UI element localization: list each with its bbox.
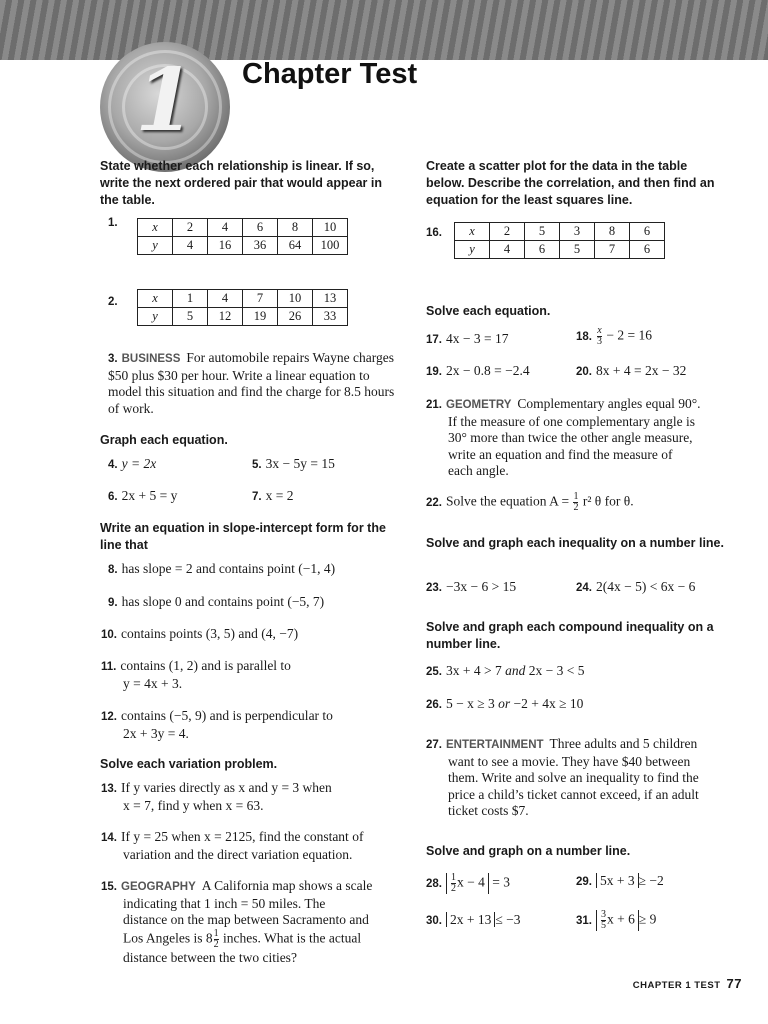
table-cell: 12	[208, 308, 243, 326]
table-row	[138, 237, 348, 255]
problem-26: 26. 5 − x ≥ 3 or −2 + 4x ≥ 10	[426, 696, 584, 711]
table-cell: 6	[630, 223, 665, 241]
problem-13-number: 13.	[101, 783, 117, 795]
problem-24	[576, 579, 695, 597]
fraction: $\frac{3}{5}$	[601, 909, 606, 931]
problem-17	[426, 331, 508, 349]
problem-14-line2: variation and the direct variation equation.	[123, 846, 353, 862]
problem-16-number: 16.	[426, 227, 442, 239]
problem-3-text: For automobile repairs Wayne charges $50 plus $30 per hour. Write a linear equation to model this situation and find the charge for 8.5 hours of work.	[108, 350, 395, 416]
problem-14	[101, 829, 401, 863]
problem-12-number: 12.	[101, 711, 117, 723]
problem-10-text: contains points (3, 5) and (4, −7)	[121, 626, 299, 641]
problem-30: 30. 2x + 13 ≤ −3	[426, 912, 521, 927]
page-footer	[633, 976, 742, 991]
problem-21-tag: GEOMETRY	[446, 399, 512, 411]
problem-15-line5: distance between the two cities?	[123, 949, 297, 965]
problem-27-tag: ENTERTAINMENT	[446, 739, 544, 751]
table-cell: 6	[525, 241, 560, 259]
table-cell: 5	[560, 241, 595, 259]
problem-24-text: 2(4x − 5) < 6x − 6	[596, 579, 696, 594]
table-cell: y	[138, 237, 173, 255]
problem-23	[426, 579, 516, 597]
problem-5-number: 5.	[252, 459, 262, 471]
problem-27-line2: want to see a movie. They have $40 between	[448, 753, 691, 769]
page-title: Chapter Test	[242, 58, 418, 90]
table-cell: 5	[525, 223, 560, 241]
table-cell: 6	[630, 241, 665, 259]
problem-26-number: 26.	[426, 699, 442, 711]
problem-27-line3: them. Write and solve an inequality to find the	[448, 770, 699, 785]
problem-27-line5: ticket costs $7.	[448, 803, 529, 818]
instruction-slope: Write an equation in slope-intercept form for the line that	[100, 521, 386, 552]
problem-10-number: 10.	[101, 629, 117, 641]
problem-7	[252, 488, 293, 506]
table-cell: 2	[173, 219, 208, 237]
problem-13-line2: x = 7, find y when x = 63.	[123, 797, 264, 813]
problem-6-text: 2x + 5 = y	[121, 488, 178, 503]
table-cell: 64	[278, 237, 313, 255]
problem-23-text: −3x − 6 > 15	[446, 579, 517, 594]
problem-3-number: 3.	[108, 353, 118, 365]
table-cell: 10	[313, 219, 348, 237]
instruction-scatter: Create a scatter plot for the data in the table below. Describe the correlation, and then find an equation for the least squares line.	[426, 159, 715, 207]
instruction-linear: State whether each relationship is linear. If so, write the next ordered pair that would appear in the table.	[100, 159, 382, 207]
problem-1-table	[137, 218, 348, 255]
problem-15-line4: Los Angeles is 8 $\frac{1}{2}$ inches. What is the actual	[123, 927, 362, 950]
problem-12	[101, 708, 401, 742]
problem-29: 29. 5x + 3 ≥ −2	[576, 873, 664, 888]
table-cell: 6	[243, 219, 278, 237]
table-cell: 4	[208, 290, 243, 308]
problem-27-line4: price a child’s ticket cannot exceed, if an adult	[448, 786, 699, 802]
problem-14-line1: If y = 25 when x = 2125, find the constant of	[121, 829, 364, 844]
problem-8	[108, 561, 335, 579]
problem-4-number: 4.	[108, 459, 118, 471]
chapter-number: 1	[135, 50, 195, 151]
problem-4	[108, 456, 156, 474]
table-cell: 19	[243, 308, 278, 326]
problem-27-line1: Three adults and 5 children	[549, 736, 698, 751]
table-cell: 26	[278, 308, 313, 326]
problem-28: 28. $\frac{1}{2}$ x − 4 = 3	[426, 872, 510, 894]
problem-1-number: 1.	[108, 217, 118, 229]
instruction-compound: Solve and graph each compound inequality on a number line.	[426, 620, 714, 651]
problem-21	[426, 396, 726, 480]
problem-14-number: 14.	[101, 832, 117, 844]
table-cell: x	[455, 223, 490, 241]
problem-11-line2: y = 4x + 3.	[123, 675, 183, 691]
problem-17-number: 17.	[426, 334, 442, 346]
table-cell: 4	[208, 219, 243, 237]
problem-13	[101, 780, 401, 814]
problem-3	[108, 350, 398, 417]
absolute-value: 2x + 13	[446, 912, 495, 927]
problem-15-number: 15.	[101, 881, 117, 893]
problem-20	[576, 363, 686, 381]
page-number: 77	[726, 976, 742, 991]
problem-20-number: 20.	[576, 366, 592, 378]
problem-6	[108, 488, 177, 506]
table-cell: 3	[560, 223, 595, 241]
table-cell: y	[455, 241, 490, 259]
problem-10	[101, 626, 298, 644]
problem-19-number: 19.	[426, 366, 442, 378]
problem-25-number: 25.	[426, 666, 442, 678]
problem-23-number: 23.	[426, 582, 442, 594]
problem-11	[101, 658, 401, 692]
problem-18	[576, 326, 652, 347]
fraction: $\frac{x}{3}$	[597, 325, 602, 347]
problem-5	[252, 456, 335, 474]
problem-15-line2: indicating that 1 inch = 50 miles. The	[123, 895, 326, 911]
table-cell: x	[138, 219, 173, 237]
table-row	[138, 219, 348, 237]
problem-18-text: − 2 = 16	[603, 327, 652, 343]
chapter-badge	[100, 42, 230, 172]
table-cell: 16	[208, 237, 243, 255]
problem-5-text: 3x − 5y = 15	[265, 456, 335, 471]
problem-21-line1: Complementary angles equal 90°.	[517, 396, 701, 411]
problem-11-line1: contains (1, 2) and is parallel to	[120, 658, 291, 673]
problem-17-text: 4x − 3 = 17	[446, 331, 509, 346]
problem-13-line1: If y varies directly as x and y = 3 when	[121, 780, 332, 795]
problem-9-number: 9.	[108, 597, 118, 609]
problem-20-text: 8x + 4 = 2x − 32	[596, 363, 687, 378]
problem-12-line2: 2x + 3y = 4.	[123, 725, 189, 741]
problem-21-number: 21.	[426, 399, 442, 411]
problem-7-text: x = 2	[265, 488, 294, 503]
problem-22: 22. Solve the equation A = $\frac{1}{2}$ r² θ for θ.	[426, 491, 634, 513]
table-row	[455, 241, 665, 259]
absolute-value: $\frac{3}{5}$ x + 6	[596, 910, 639, 931]
problem-2-table	[137, 289, 348, 326]
absolute-value: $\frac{1}{2}$ x − 4	[446, 873, 489, 894]
problem-15	[101, 878, 401, 966]
table-cell: x	[138, 290, 173, 308]
instruction-graph: Graph each equation.	[100, 433, 228, 447]
table-cell: 8	[595, 223, 630, 241]
table-cell: 10	[278, 290, 313, 308]
problem-27	[426, 736, 726, 820]
fraction: $\frac{1}{2}$	[573, 491, 579, 513]
problem-24-number: 24.	[576, 582, 592, 594]
table-row	[138, 308, 348, 326]
absolute-value: 5x + 3	[596, 873, 639, 888]
problem-4-text: y = 2x	[121, 456, 157, 471]
table-cell: 4	[173, 237, 208, 255]
problem-18-number: 18.	[576, 330, 592, 343]
table-cell: 8	[278, 219, 313, 237]
problem-19	[426, 363, 530, 381]
problem-31-number: 31.	[576, 914, 592, 927]
problem-6-number: 6.	[108, 491, 118, 503]
fraction: $\frac{1}{2}$	[213, 927, 219, 950]
table-cell: y	[138, 308, 173, 326]
table-cell: 7	[243, 290, 278, 308]
table-cell: 100	[313, 237, 348, 255]
problem-21-line4: write an equation and find the measure of	[448, 446, 673, 462]
table-cell: 7	[595, 241, 630, 259]
instruction-variation: Solve each variation problem.	[100, 757, 278, 771]
problem-22-number: 22.	[426, 496, 442, 509]
problem-15-line3: distance on the map between Sacramento and	[123, 912, 369, 927]
instruction-absolute: Solve and graph on a number line.	[426, 844, 631, 858]
problem-8-text: has slope = 2 and contains point (−1, 4)	[121, 561, 336, 576]
problem-30-number: 30.	[426, 915, 442, 927]
table-row	[455, 223, 665, 241]
problem-11-number: 11.	[101, 661, 117, 673]
instruction-solve: Solve each equation.	[426, 304, 551, 318]
problem-9-text: has slope 0 and contains point (−5, 7)	[121, 594, 325, 609]
table-cell: 13	[313, 290, 348, 308]
problem-16-table	[454, 222, 665, 259]
table-cell: 2	[490, 223, 525, 241]
instruction-inequality: Solve and graph each inequality on a number line.	[426, 536, 724, 550]
problem-9	[108, 594, 324, 612]
problem-27-number: 27.	[426, 739, 442, 751]
problem-2-number: 2.	[108, 296, 118, 308]
problem-21-line2: If the measure of one complementary angle is	[448, 413, 696, 429]
table-cell: 36	[243, 237, 278, 255]
problem-12-line1: contains (−5, 9) and is perpendicular to	[121, 708, 333, 723]
problem-3-tag: BUSINESS	[121, 353, 181, 365]
problem-15-tag: GEOGRAPHY	[121, 881, 196, 893]
problem-19-text: 2x − 0.8 = −2.4	[446, 363, 530, 378]
problem-7-number: 7.	[252, 491, 262, 503]
problem-25: 25. 3x + 4 > 7 and 2x − 3 < 5	[426, 663, 585, 678]
table-cell: 4	[490, 241, 525, 259]
problem-21-line3: 30° more than twice the other angle measure,	[448, 430, 693, 445]
table-cell: 1	[173, 290, 208, 308]
problem-15-line1: A California map shows a scale	[201, 878, 373, 893]
footer-label: CHAPTER 1 TEST	[632, 980, 721, 991]
problem-28-number: 28.	[426, 877, 442, 890]
problem-29-number: 29.	[576, 876, 592, 888]
problem-21-line5: each angle.	[448, 463, 509, 478]
problem-31: 31. $\frac{3}{5}$ x + 6 ≥ 9	[576, 909, 657, 931]
table-row	[138, 290, 348, 308]
table-cell: 33	[313, 308, 348, 326]
fraction: $\frac{1}{2}$	[451, 872, 456, 894]
problem-8-number: 8.	[108, 564, 118, 576]
table-cell: 5	[173, 308, 208, 326]
